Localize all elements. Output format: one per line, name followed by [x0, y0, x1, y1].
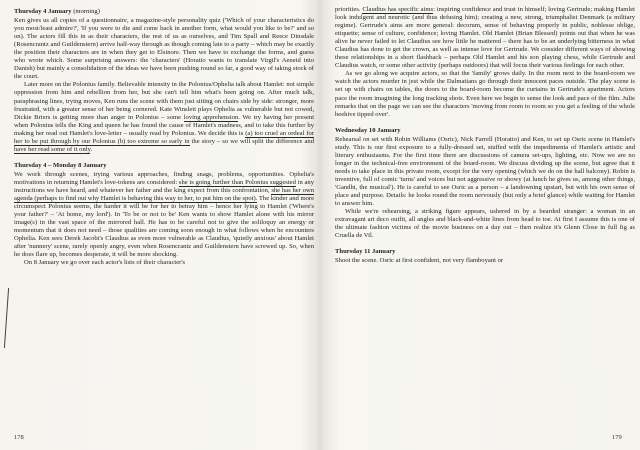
- paragraph: Shoot the scene. Osric at first confident, not very flamboyant or: [335, 257, 504, 265]
- entry-heading-wednesday-10-january: Wednesday 10 January: [335, 126, 401, 134]
- pen-margin-mark: [4, 288, 9, 348]
- pen-underline: she has her own agenda (perhaps to find out why Hamlet is behaving this way to her, to put him on the spot).: [14, 186, 314, 203]
- page-number-right: 179: [612, 434, 622, 441]
- paragraph: We work through scenes, trying various approaches, finding snags, problems, opportunities. Ophelia's motivations in returning Hamlet's love-tokens are considered: she is going further than Polonius suggested in any instructions we have heard, and whatever her father and the king expect from this confrontation, she has her own agenda (perhaps to find out why Hamlet is behaving this way to her, to put him on the spot). The kinder and more circumspect Polonius seems, the harder it will be for her to betray him – hence her lying to Hamlet ('Where's your father?' – 'At home, my lord'). In 'To be or not to be' Ken wants to show Hamlet alone with his mirror image(s) in the vast space of the mirrored hall. He has to be careful not to give the soliloquy an energy or momentum that it does not need – those qualities are coming soon enough in what follows when he encounters Ophelia. Ken sees Derek Jacobi's Claudius as even more vulnerable as Claudius, 'quietly anxious' about Hamlet after 'nunnery' scene, rarely openly angry, even when Rosencrantz and Guildenstern have screwed up. So, when he does flare up, becomes desperate, it will be more shocking.: [14, 170, 314, 259]
- pen-underline: loving apprehension: [183, 113, 239, 121]
- paragraph: On 8 January we go over each actor's lists of their character's: [24, 259, 186, 267]
- pen-underline: she is going further than Polonius suggested: [178, 178, 296, 186]
- paragraph: priorities. Claudius has specific aims: inspiring confidence and trust in himself; loving Gertrude; making Hamlet look indulgent and neurotic (and thus defusing him); creating a new, strong, triumphalist Denmark (a military regime). Gertrude's aims are more general: decorum, sense of behaving properly in public, noblesse oblige, etiquette; sense of culture, confidence; loving Hamlet. Old Hamlet (Brian Blessed) points out that when he was alive he never failed to let Claudius see how little he mattered – there has to be an underlying bitterness in what Claudius has done to get the crown, as well as intense love for Gertrude. We consider different ways of showing these relationships in a short flashback – perhaps Old Hamlet and his son playing chess, while Gertrude and Claudius watch, or some other activity (perhaps outdoors) that will focus their various feelings for each other.: [335, 6, 635, 70]
- paragraph: While we're rehearsing, a striking figure appears, ushered in by a bearded stranger: a woman in an extravagant art deco outfit, all angles and black-and-white lines from head to toe. At first I assume this is one of the ultimate fashion victims of the movie business on a day out – then realize it's Glenn Close in full fig as Cruella de Vil.: [335, 208, 635, 240]
- paragraph: Later more on the Polonius family. Believable intensity in the Polonius/Ophelia talk about Hamlet: not simple oppression from him and rebellion from her, but she can't tell him what's been going on. After much talk, paraphrasing lines, trying moves, Ken runs the scene with them just sitting on chairs side by side: stronger, more frustrated, with a greater sense of her being cornered. Kate Winslett plays Ophelia as vulnerable but not cowed, Dickie Briers is getting more than anger in Polonius – some loving apprehension. We try having her present when Polonius tells the King and queen he has found the cause of Hamlet's madness, and to take this further by making her read out Hamlet's love-letter – usually read by Polonius. We decide this is (a) too cruel an ordeal for her to be put through by our Polonius (b) too extreme so early in the story – so we will split the difference and have her read some of it only.: [14, 81, 314, 153]
- left-page: [14, 6, 314, 446]
- entry-heading-thursday-monday: Thursday 4 – Monday 8 January: [14, 161, 107, 169]
- paragraph: Rehearsal on set with Robin Williams (Osric), Nick Farrell (Horatio) and Ken, to set up Osric scene in Hamlet's study. This is our first exposure to a fully-dressed set, stuffed with the impedimenta of Hamlet's artistic and literary enthusiasms. For the first time there are discussions of camera set-ups, lighting, etc. Now we are no longer in the technical-free environment of the board-room. We discuss dividing up the scene, but agree that it needs to take place in this private room, except for the very opening (which we do on the hall balcony). Robin is inventive, full of comic 'turns' and voices but not aggressive or showy (at lunch he gives us, among other things, 'Gandhi, the musical'). He is careful to see Osric as a person – a landowning upstart, but with his own sense of place and purpose. Details: he looks round the room nervously (but only a brief glance) while waiting for Hamlet to answer him.: [335, 135, 635, 208]
- pen-underline: (a) too cruel an ordeal for her to be put through by our Polonius (b) too extreme so early in: [14, 129, 314, 145]
- paragraph: Ken gives us all copies of a questionnaire, a magazine-style personality quiz ('Which of your characteristics do you most/least admire?', 'If you were to die and come back in another form, what would you like to be?' and so on). The actors fill this in as their characters, the rest of us as ourselves, and Tim Spall and Reece Dinsdale (Rosencrantz and Guildenstern) arrive half-way through as though coming late to a party – which may be exactly the position their characters are in when they get to Elsinore. Then we have to exchange the forms, and guess who wrote which. Some surprising answers: the 'characters' (Horatio wants to translate Virgil's Aeneid into Danish) but mainly a consolidation of the ideas we have been pushing round so far, a good way of taking stock of the court.: [14, 17, 314, 81]
- paragraph: As we go along we acquire actors, so that the 'family' grows daily. In the room next to the board-room we watch the actors murder in jest while the Dalmatians go through their innocent paces outside. The play scene is set up with chairs on tables, the doors to the board-room become the curtains in Gertrude's apartment. Actors pace the room imagining the long tracking shots. Even here we begin to sense the look and pace of the film. Julie remarks that on the page we can see the characters 'moving from room to room so you get a feeling of the whole beehive tipped over'.: [335, 70, 635, 118]
- right-page: [335, 6, 635, 446]
- entry-heading-thursday-4-january: Thursday 4 January (morning): [14, 8, 100, 15]
- pen-underline: Claudius has specific aims: [362, 6, 434, 13]
- page-number-left: 178: [14, 434, 24, 441]
- entry-heading-thursday-11-january: Thursday 11 January: [335, 248, 396, 256]
- pen-underline: have her read some of it only: [14, 145, 91, 153]
